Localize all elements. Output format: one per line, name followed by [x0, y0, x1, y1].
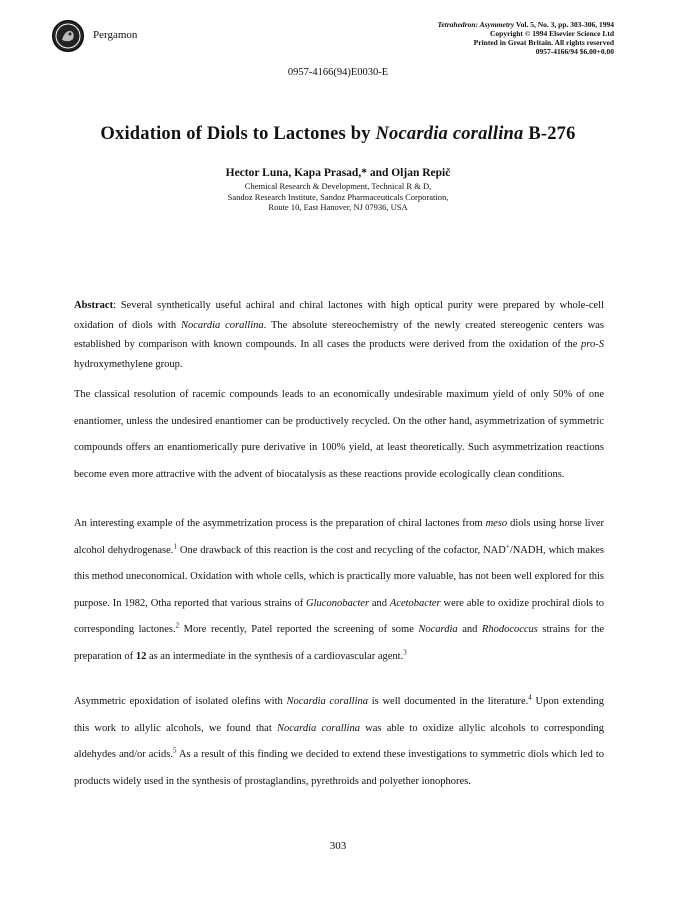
author-list: Hector Luna, Kapa Prasad,* and Oljan Repič	[225, 167, 451, 179]
journal-info	[437, 20, 614, 56]
citation-ref: 5	[172, 746, 177, 755]
journal-name: Tetrahedron: Asymmetry	[437, 20, 515, 29]
body-paragraph-1	[74, 382, 604, 488]
paragraph-text: An interesting example of the asymmetrization process is the preparation of chiral lactones from meso diols using horse liver alcohol dehydrogenase.$^1$ One drawback of this reaction is the cost and recycling of the cofactor, NAD+/NADH, which makes this method uneconomical. Oxidation with whole cells, which is practically more valuable, has not been well explored for this purpose. In 1982, Otha reported that various strains of Gluconobacter and Acetobacter were able to oxidize prochiral diols to corresponding lactones.$^2$ More recently, Patel reported the screening of some Nocardia and Rhodococcus strains for the preparation of 12 as an intermediate in the synthesis of a cardiovascular agent.$^3$	[74, 518, 604, 662]
body-paragraph-2	[74, 511, 604, 671]
price-line: 0957-4166/94 $6.00+0.00	[535, 47, 614, 56]
affiliation-line: Chemical Research & Development, Technical R & D,	[244, 181, 432, 191]
affiliation-line: Route 10, East Hanover, NJ 07936, USA	[268, 202, 408, 212]
paper-title	[0, 124, 676, 145]
title-text-pre: Oxidation of Diols to Lactones by	[100, 124, 376, 144]
title-text-post: B-276	[523, 124, 576, 144]
article-code: 0957-4166(94)E0030-E	[287, 67, 389, 78]
body-paragraph-3	[74, 689, 604, 795]
printed-line: Printed in Great Britain. All rights reserved	[473, 38, 614, 47]
citation-ref: 1	[173, 542, 177, 551]
publisher-name: Pergamon	[93, 29, 138, 41]
paragraph-text: The classical resolution of racemic compounds leads to an economically undesirable maximum yield of only 50% of one enantiomer, unless the undesired enantiomer can be productively recycled. On the other hand, asymmetrization of symmetric compounds offers an enantiomerically pure derivative in 100% yield, at least theoretically. Such asymmetrization reactions become even more attractive with the advent of biocatalysis as these reactions provide ecologically clean conditions.	[74, 389, 604, 480]
journal-citation	[437, 20, 614, 29]
pergamon-logo	[52, 20, 84, 52]
abstract-label: Abstract	[74, 300, 114, 311]
citation-ref: 2	[175, 621, 180, 630]
affiliation-line: Sandoz Research Institute, Sandoz Pharmaceuticals Corporation,	[227, 191, 449, 202]
copyright-line: Copyright © 1994 Elsevier Science Ltd	[490, 29, 614, 38]
abstract-paragraph: Abstract: Several synthetically useful achiral and chiral lactones with high optical purity were prepared by whole-cell oxidation of diols with Nocardia corallina. The absolute stereochemistry of the newly created stereogenic centers was established by comparison with known compounds. In all cases the products were derived from the oxidation of the pro-S hydroxymethylene group.	[74, 300, 604, 370]
compound-number: 12	[135, 650, 147, 662]
citation-ref: 4	[528, 693, 532, 702]
journal-issue: Vol. 5, No. 3, pp. 303-306, 1994	[514, 20, 614, 29]
affiliation	[0, 181, 676, 213]
title-species: Nocardia corallina	[375, 124, 524, 144]
citation-ref: 3	[403, 648, 407, 657]
paragraph-text: Asymmetric epoxidation of isolated olefins with Nocardia corallina is well documented in the literature.$^4$ Upon extending this work to allylic alcohols, we found that Nocardia corallina was able to oxidize allylic alcohols to corresponding aldehydes and/or acids.$^5$ As a result of this finding we decided to extend these investigations to symmetric diols which led to products widely used in the synthesis of prostaglandins, pyrethroids and polyether ionophores.	[74, 693, 605, 787]
abstract	[74, 296, 604, 374]
page-number: 303	[329, 840, 347, 852]
